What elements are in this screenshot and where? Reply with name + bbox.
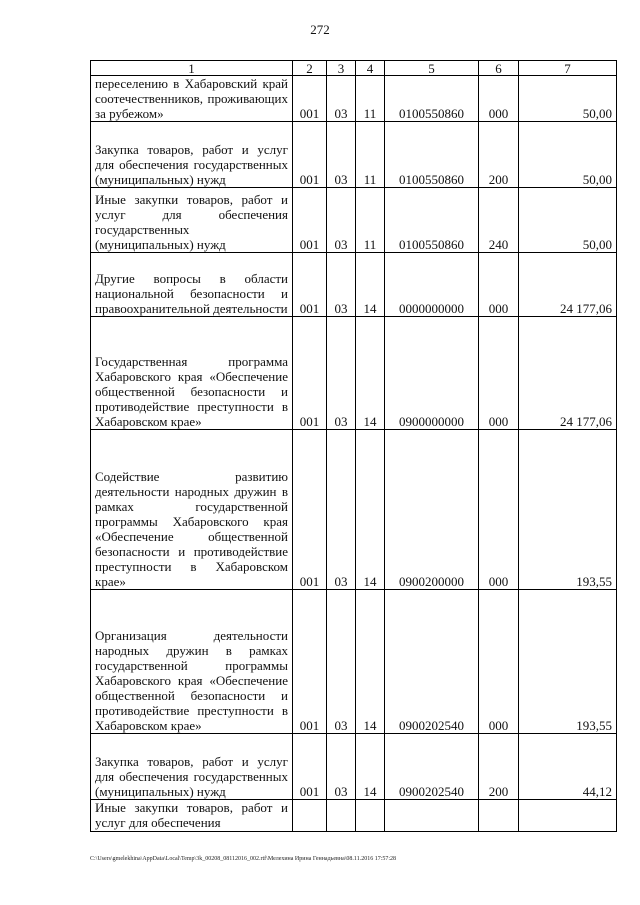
row-description: Другие вопросы в области национальной безопасности и правоохранительной деятельности bbox=[91, 253, 293, 317]
row-code-6: 200 bbox=[479, 122, 519, 188]
table-row bbox=[91, 122, 617, 188]
row-amount: 193,55 bbox=[519, 430, 617, 590]
column-header: 6 bbox=[479, 61, 519, 76]
column-header: 1 bbox=[91, 61, 293, 76]
row-code-3: 03 bbox=[327, 253, 356, 317]
row-code-2: 001 bbox=[293, 188, 327, 253]
column-header: 7 bbox=[519, 61, 617, 76]
row-description: Иные закупки товаров, работ и услуг для обеспечения bbox=[91, 800, 293, 832]
row-amount: 50,00 bbox=[519, 188, 617, 253]
page-number: 272 bbox=[310, 22, 330, 37]
row-code-5: 0900202540 bbox=[385, 590, 479, 734]
row-code-4: 14 bbox=[356, 253, 385, 317]
row-code-3: 03 bbox=[327, 122, 356, 188]
column-header: 4 bbox=[356, 61, 385, 76]
row-description: Государственная программа Хабаровского края «Обеспечение общественной безопасности и противодействие преступности в Хабаровском крае» bbox=[91, 317, 293, 430]
row-code-2 bbox=[293, 800, 327, 832]
row-code-4: 14 bbox=[356, 590, 385, 734]
row-code-3: 03 bbox=[327, 590, 356, 734]
row-code-2: 001 bbox=[293, 430, 327, 590]
row-code-4 bbox=[356, 800, 385, 832]
row-code-6: 240 bbox=[479, 188, 519, 253]
row-amount: 24 177,06 bbox=[519, 253, 617, 317]
row-code-3: 03 bbox=[327, 430, 356, 590]
row-code-2: 001 bbox=[293, 76, 327, 122]
row-amount: 44,12 bbox=[519, 734, 617, 800]
table-row bbox=[91, 800, 617, 832]
row-description: переселению в Хабаровский край соотечественников, проживающих за рубежом» bbox=[91, 76, 293, 122]
table-row bbox=[91, 590, 617, 734]
table-row bbox=[91, 317, 617, 430]
row-description: Организация деятельности народных дружин в рамках государственной программы Хабаровского края «Обеспечение общественной безопасности и противодействие преступности в Хабаровском крае» bbox=[91, 590, 293, 734]
column-header: 5 bbox=[385, 61, 479, 76]
row-code-2: 001 bbox=[293, 122, 327, 188]
row-amount: 24 177,06 bbox=[519, 317, 617, 430]
table-row bbox=[91, 253, 617, 317]
row-amount: 50,00 bbox=[519, 76, 617, 122]
row-description: Закупка товаров, работ и услуг для обеспечения государственных (муниципальных) нужд bbox=[91, 734, 293, 800]
row-code-2: 001 bbox=[293, 317, 327, 430]
row-code-6: 000 bbox=[479, 253, 519, 317]
table-row bbox=[91, 76, 617, 122]
row-code-6 bbox=[479, 800, 519, 832]
row-code-4: 14 bbox=[356, 430, 385, 590]
row-code-3: 03 bbox=[327, 188, 356, 253]
row-description: Содействие развитию деятельности народных дружин в рамках государственной программы Хабаровского края «Обеспечение общественной безопасности и противодействие преступности в Хабаровском крае» bbox=[91, 430, 293, 590]
row-code-3: 03 bbox=[327, 734, 356, 800]
row-code-5: 0900200000 bbox=[385, 430, 479, 590]
row-code-5: 0000000000 bbox=[385, 253, 479, 317]
row-code-4: 14 bbox=[356, 734, 385, 800]
row-code-5: 0900202540 bbox=[385, 734, 479, 800]
column-header: 2 bbox=[293, 61, 327, 76]
row-code-5: 0100550860 bbox=[385, 188, 479, 253]
row-code-6: 200 bbox=[479, 734, 519, 800]
row-amount: 50,00 bbox=[519, 122, 617, 188]
row-code-6: 000 bbox=[479, 590, 519, 734]
budget-table bbox=[90, 60, 617, 832]
row-code-2: 001 bbox=[293, 590, 327, 734]
row-code-3 bbox=[327, 800, 356, 832]
row-code-5: 0100550860 bbox=[385, 122, 479, 188]
row-code-6: 000 bbox=[479, 430, 519, 590]
row-description: Закупка товаров, работ и услуг для обеспечения государственных (муниципальных) нужд bbox=[91, 122, 293, 188]
row-code-4: 11 bbox=[356, 122, 385, 188]
row-code-2: 001 bbox=[293, 253, 327, 317]
row-code-5 bbox=[385, 800, 479, 832]
row-code-4: 11 bbox=[356, 76, 385, 122]
table-row bbox=[91, 734, 617, 800]
file-path-footer: C:\Users\gmelekhina\AppData\Local\Temp\3k_00208_08112016_002.rtf\Мелехина Ирина Геннадьевна\08.11.2016 17:57:28 bbox=[90, 856, 397, 862]
row-code-6: 000 bbox=[479, 317, 519, 430]
row-code-6: 000 bbox=[479, 76, 519, 122]
table-row bbox=[91, 430, 617, 590]
row-code-5: 0900000000 bbox=[385, 317, 479, 430]
row-code-4: 11 bbox=[356, 188, 385, 253]
row-code-4: 14 bbox=[356, 317, 385, 430]
row-amount: 193,55 bbox=[519, 590, 617, 734]
row-code-3: 03 bbox=[327, 317, 356, 430]
row-code-3: 03 bbox=[327, 76, 356, 122]
row-code-2: 001 bbox=[293, 734, 327, 800]
row-code-5: 0100550860 bbox=[385, 76, 479, 122]
row-description: Иные закупки товаров, работ и услуг для обеспечения государственных (муниципальных) нужд bbox=[91, 188, 293, 253]
column-header: 3 bbox=[327, 61, 356, 76]
table-row bbox=[91, 188, 617, 253]
row-amount bbox=[519, 800, 617, 832]
table-header-row bbox=[91, 61, 617, 76]
